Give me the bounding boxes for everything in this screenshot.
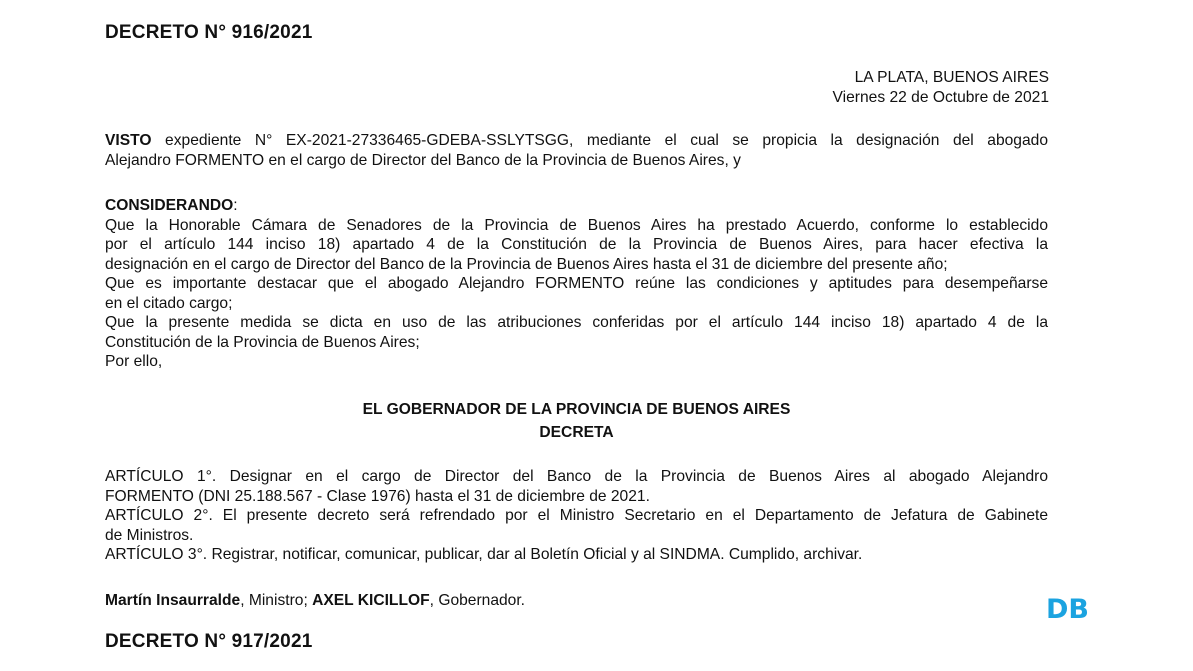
decree-title: DECRETO N° 916/2021 (105, 22, 313, 43)
considerando-label: CONSIDERANDO (105, 197, 234, 214)
article-line: ARTÍCULO 2°. El presente decreto será refrendado por el Ministro Secretario en el Departamento de Jefatura de Gabinete (105, 507, 1048, 524)
article-line: ARTÍCULO 3°. Registrar, notificar, comunicar, publicar, dar al Boletín Oficial y al SINDMA. Cumplido, archivar. (105, 546, 863, 563)
considerando-line: Constitución de la Provincia de Buenos Aires; (105, 333, 420, 351)
considerando-heading (105, 196, 1048, 216)
considerando-line: Por ello, (105, 353, 163, 370)
db-logo: DB (1046, 594, 1089, 625)
visto-text-1: expediente N° EX-2021-27336465-GDEBA-SSLYTSGG, mediante el cual se propicia la designación del abogado (165, 132, 1048, 149)
article-line: de Ministros. (105, 526, 194, 544)
governor-name: AXEL KICILLOF (312, 592, 430, 609)
governor-role: , Gobernador. (429, 592, 526, 609)
visto-line-1 (105, 131, 1048, 151)
considerando-line: designación en el cargo de Director del Banco de la Provincia de Buenos Aires hasta el 31 de diciembre del presente año; (105, 255, 948, 273)
authority-block (105, 398, 1048, 444)
minister-name: Martín Insaurralde (105, 592, 241, 609)
considerando-line: Que la Honorable Cámara de Senadores de la Provincia de Buenos Aires ha prestado Acuerdo, conforme lo establecido (105, 216, 1048, 234)
articles-section (105, 467, 1048, 565)
considerando-line: Que es importante destacar que el abogado Alejandro FORMENTO reúne las condiciones y aptitudes para desempeñarse (105, 275, 1048, 292)
place-date-block (600, 68, 1049, 107)
considerando-line: Que la presente medida se dicta en uso de las atribuciones conferidas por el artículo 144 inciso 18) apartado 4 de la (105, 314, 1048, 331)
location: LA PLATA, BUENOS AIRES (854, 69, 1049, 86)
minister-role: , Ministro; (240, 592, 313, 609)
considerando-line: en el citado cargo; (105, 294, 233, 312)
article-line: ARTÍCULO 1°. Designar en el cargo de Director del Banco de la Provincia de Buenos Aires al abogado Alejandro (105, 468, 1048, 485)
next-decree-title: DECRETO N° 917/2021 (105, 631, 313, 652)
signatures-line (105, 591, 1048, 611)
authority-title: EL GOBERNADOR DE LA PROVINCIA DE BUENOS AIRES (362, 401, 791, 418)
visto-line-2: Alejandro FORMENTO en el cargo de Director del Banco de la Provincia de Buenos Aires, y (105, 151, 741, 169)
article-line: FORMENTO (DNI 25.188.567 - Clase 1976) hasta el 31 de diciembre de 2021. (105, 487, 650, 505)
visto-paragraph (105, 131, 1048, 170)
decreta-label: DECRETA (539, 424, 614, 441)
considerando-colon: : (233, 197, 238, 214)
date: Viernes 22 de Octubre de 2021 (832, 88, 1049, 106)
visto-label: VISTO (105, 132, 152, 149)
signatures-content (105, 591, 1048, 611)
considerando-line: por el artículo 144 inciso 18) apartado 4 de la Constitución de la Provincia de Buenos Aires, para hacer efectiva la (105, 236, 1048, 253)
considerando-section (105, 196, 1048, 372)
